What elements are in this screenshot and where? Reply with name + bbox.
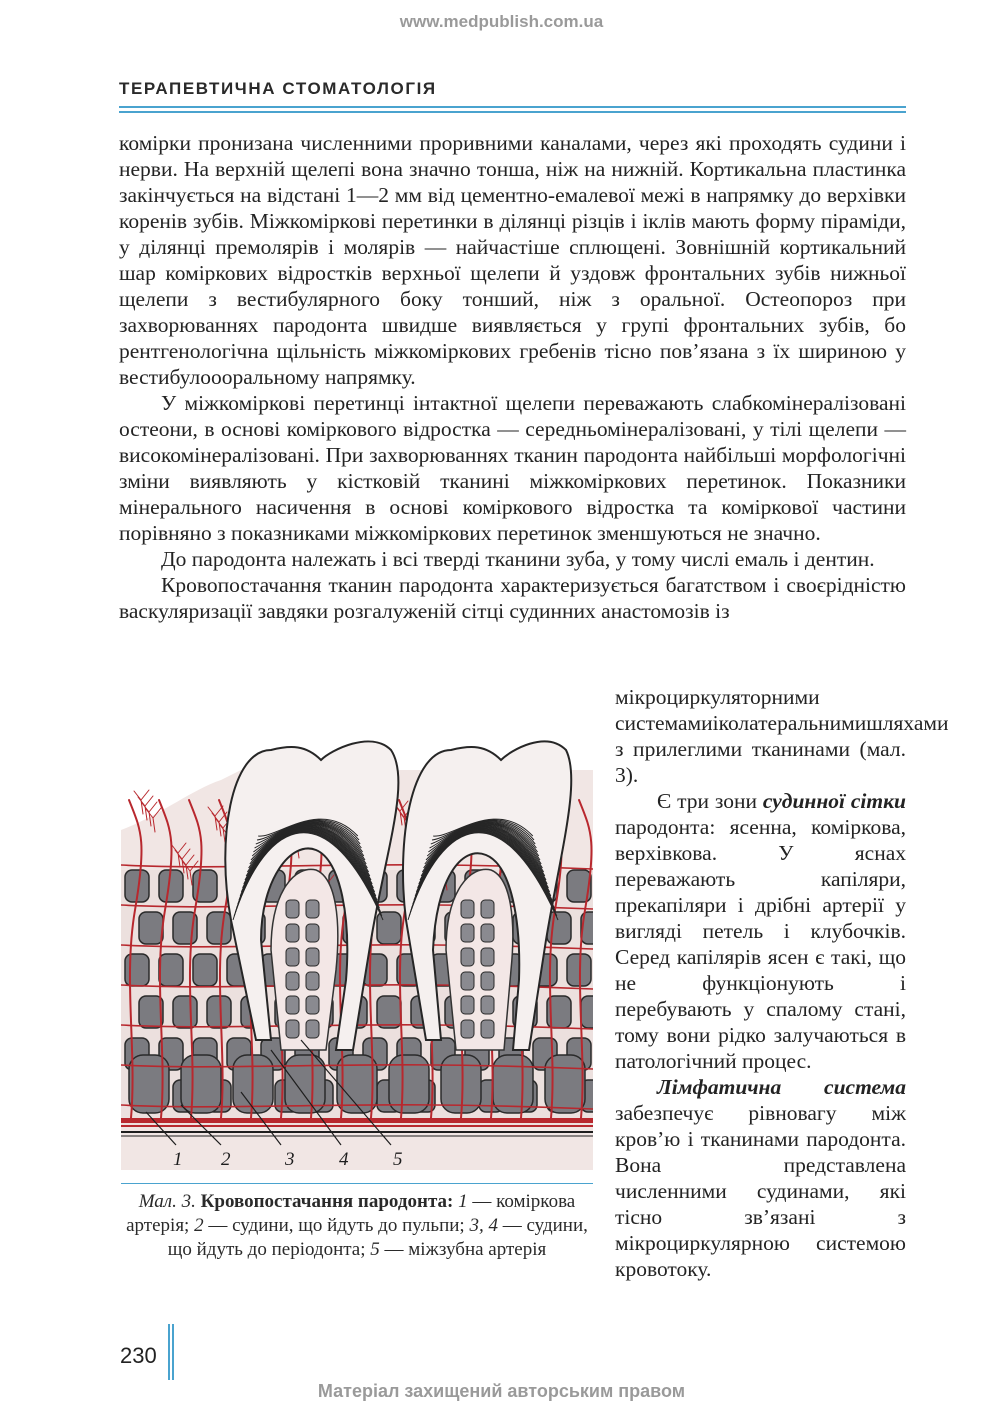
bone-cell: [285, 1055, 325, 1113]
pulp-cell: [461, 924, 474, 942]
paragraph: До пародонта належать і всі тверді тканини зуба, у тому числі емаль і дентин.: [161, 547, 875, 571]
paragraph: Є три зони судинної сітки пародонта: ясенна, коміркова, верхівкова. У яснах переважають капіляри, прекапіляри і дрібні артерії у вигляді петель і клубочків. Серед капілярів ясен є такі, що не функціонують і перебувають у спалому стані, тому вони рідко залучаються в патологічний процес.: [615, 789, 906, 1073]
caption-title: Кровопостачання пародонта:: [200, 1191, 454, 1212]
figure-rule: [121, 1183, 593, 1184]
pulp-cell: [286, 900, 299, 918]
header-rule: [119, 111, 906, 113]
bone-cell: [173, 996, 197, 1028]
bone-cell: [581, 996, 593, 1028]
bone-cell: [125, 954, 149, 986]
periodontium-blood-supply-illustration: [121, 720, 593, 1170]
pulp-cell: [286, 1020, 299, 1038]
paragraph: комірки пронизана численними проривними каналами, через які проходять судини і нерви. На верхній щелепі вона значно тонша, ніж на нижній. Кортикальна пластинка закінчується на відстані 1—2 мм від цементно-емалевої межі в напрямку до верхівки коренів зубів. Міжкоміркові перетинки в ділянці різців і іклів мають форму піраміди, у ділянці премолярів і молярів — найчастіше сплющені. Зовнішній кортикальний шар коміркових відростків верхньої щелепи й уздовж фронтальних зубів нижньої щелепи з вестибулярного боку тонший, ніж з оральної. Остеопороз при захворюваннях пародонта швидше виявляється у групі фронтальних зубів, бо рентгенологічна щільність міжкоміркових гребенів тісно пов’язана з їх шириною у вестибулоооральному напрямку.: [119, 131, 906, 389]
pulp-cell: [306, 1020, 319, 1038]
figure-label-2: 2: [221, 1149, 231, 1170]
figure-label-5: 5: [393, 1149, 403, 1170]
paragraph: У міжкоміркові перетинці інтактної щелепи переважають слабкомінералізовані остеони, в основі коміркового відростка — середньомінералізовані, у тілі щелепи — високомінералізовані. При захворюваннях тканин пародонта найбільші морфологічні зміни виявляють у кістковій тканині міжкоміркових перетинок. Показники мінерального насичення в основі коміркового відростка та коміркової частини порівняно з показниками міжкоміркових перетинок зменшуються не значно.: [119, 391, 906, 545]
bone-cell: [377, 996, 401, 1028]
pulp-cell: [481, 1020, 494, 1038]
emphasis: Лімфатична система: [657, 1075, 906, 1099]
bone-cell: [207, 912, 231, 944]
paragraph: Кровопостачання тканин пародонта характеризується багатством і своєрідністю васкуляризації завдяки розгалуженій сітці судинних анастомозів із: [119, 573, 906, 623]
pulp-cell: [461, 948, 474, 966]
figure-label-1: 1: [173, 1149, 183, 1170]
paragraph: мікроциркуляторними системамиіколатеральнимишляхами з прилеглими тканинами (мал. 3).: [615, 685, 949, 787]
pulp-cell: [461, 972, 474, 990]
emphasis: судинної сітки: [762, 789, 906, 813]
pulp-cell: [286, 924, 299, 942]
pulp-cell: [286, 996, 299, 1014]
pulp-cell: [481, 948, 494, 966]
bone-cell: [139, 912, 163, 944]
pulp-cell: [306, 948, 319, 966]
running-head: ТЕРАПЕВТИЧНА СТОМАТОЛОГІЯ: [119, 79, 437, 98]
pulp-cell: [461, 996, 474, 1014]
sidebar-text: [615, 684, 949, 1282]
figure-caption: Мал. 3. Кровопостачання пародонта: 1 — коміркова артерія; 2 — судини, що йдуть до пульпи; 3, 4 — судини, що йдуть до періодонта; 5 — міжзубна артерія: [126, 1191, 588, 1260]
header-rule: [119, 106, 906, 108]
figure-label-3: 3: [285, 1149, 295, 1170]
pulp-cell: [481, 996, 494, 1014]
pulp-cell: [306, 996, 319, 1014]
pulp-cell: [461, 1020, 474, 1038]
bone-cell: [181, 1055, 221, 1113]
bone-cell: [493, 1055, 533, 1113]
pulp-cell: [306, 972, 319, 990]
pulp-cell: [481, 924, 494, 942]
pulp-cell: [481, 972, 494, 990]
pulp-cell: [461, 900, 474, 918]
bone-cell: [159, 954, 183, 986]
bone-cell: [193, 954, 217, 986]
page-number-rule: [172, 1324, 174, 1380]
caption-label: Мал. 3.: [138, 1191, 196, 1212]
copyright-notice: Матеріал захищений авторським правом: [317, 1381, 686, 1401]
pulp-cell: [286, 972, 299, 990]
figure-label-4: 4: [339, 1149, 349, 1170]
site-url: www.medpublish.com.ua: [399, 12, 604, 31]
bone-cell: [207, 996, 231, 1028]
page-number: 230: [120, 1343, 157, 1368]
pulp-cell: [286, 948, 299, 966]
paragraph: Лімфатична система забезпечує рівновагу між кров’ю і тканинами пародонта. Вона представлена численними судинами, які тісно зв’язані з мікроциркулярною системою кровотоку.: [615, 1075, 906, 1281]
page-number-rule: [168, 1324, 170, 1380]
main-text: [119, 130, 906, 624]
pulp-cell: [306, 924, 319, 942]
pulp-cell: [481, 900, 494, 918]
pulp-cell: [306, 900, 319, 918]
bone-cell: [377, 912, 401, 944]
